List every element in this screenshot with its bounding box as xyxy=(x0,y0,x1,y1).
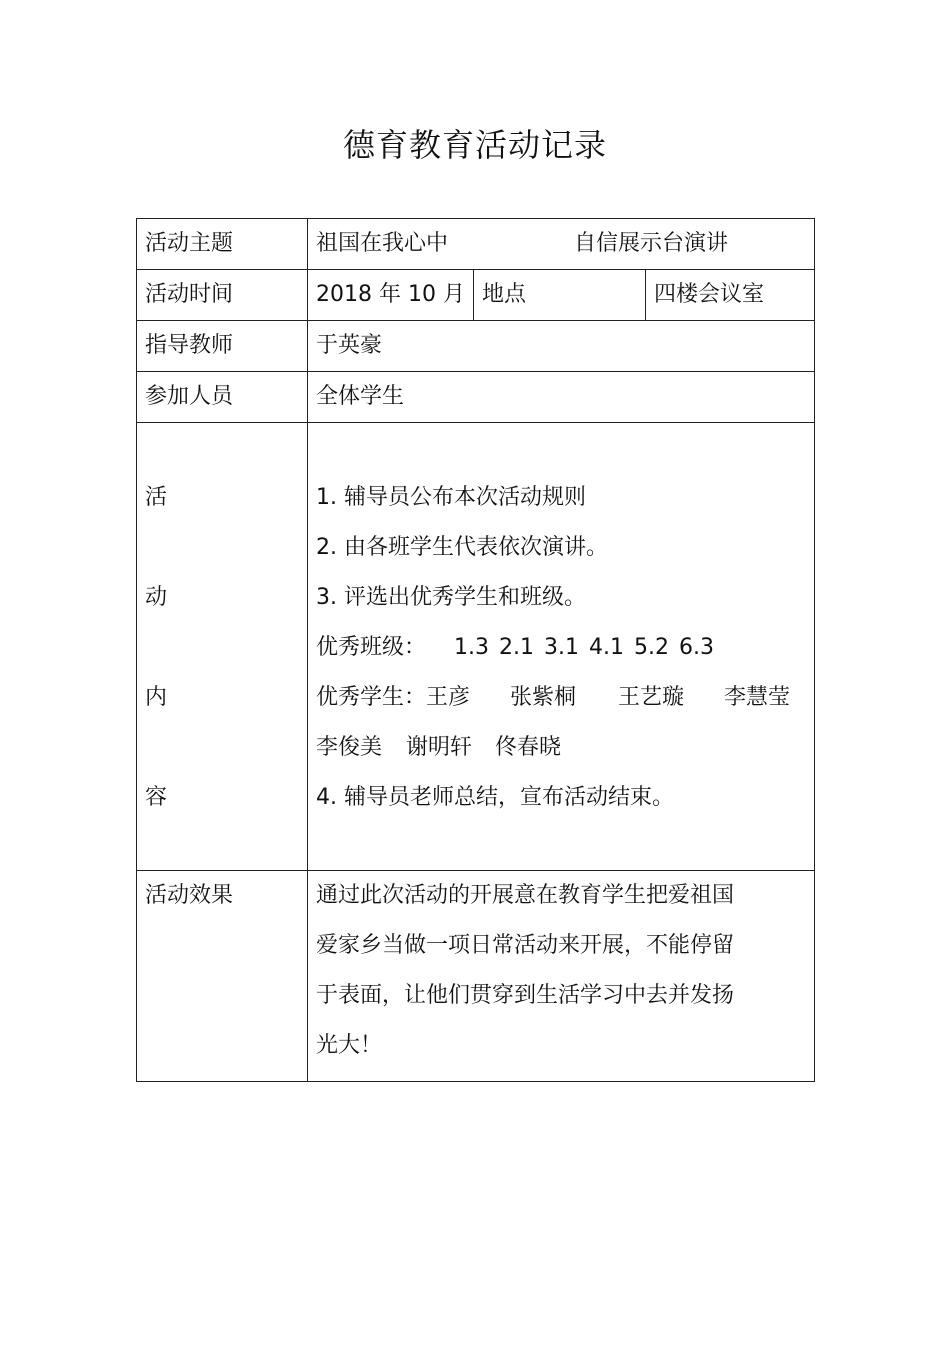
class-number: 6.3 xyxy=(679,635,715,660)
activity-record-table xyxy=(136,218,815,1082)
content-label-char: 动 xyxy=(145,585,168,610)
topic-label: 活动主题 xyxy=(137,219,308,270)
student-name: 李慧莹 xyxy=(724,685,791,710)
excellent-class-label: 优秀班级： xyxy=(316,635,427,660)
student-name: 李俊美 xyxy=(316,735,383,760)
time-row xyxy=(137,270,815,321)
topic-value-sub: 自信展示台演讲 xyxy=(574,231,729,256)
content-label xyxy=(137,423,308,871)
effect-line: 于表面，让他们贯穿到生活学习中去并发扬 xyxy=(316,983,735,1008)
content-label-char: 内 xyxy=(145,685,168,710)
class-number: 5.2 xyxy=(634,635,670,660)
effect-line: 光大！ xyxy=(316,1033,383,1058)
excellent-classes-line xyxy=(316,633,806,683)
excellent-students-line xyxy=(316,683,806,733)
content-line: 4. 辅导员老师总结，宣布活动结束。 xyxy=(316,785,674,810)
excellent-students-line xyxy=(316,733,806,783)
teacher-value: 于英豪 xyxy=(308,321,815,372)
participants-row xyxy=(137,372,815,423)
effect-line: 通过此次活动的开展意在教育学生把爱祖国 xyxy=(316,883,735,908)
content-value xyxy=(308,423,815,871)
effect-row xyxy=(137,871,815,1082)
class-number: 1.3 xyxy=(454,635,490,660)
participants-value: 全体学生 xyxy=(308,372,815,423)
class-number: 2.1 xyxy=(499,635,535,660)
time-value: 2018 年 10 月 xyxy=(308,270,474,321)
time-label: 活动时间 xyxy=(137,270,308,321)
place-label: 地点 xyxy=(474,270,646,321)
class-number: 3.1 xyxy=(544,635,580,660)
place-value: 四楼会议室 xyxy=(646,270,815,321)
document-title: 德育教育活动记录 xyxy=(342,126,607,164)
effect-line: 爱家乡当做一项日常活动来开展，不能停留 xyxy=(316,933,735,958)
content-line: 2. 由各班学生代表依次演讲。 xyxy=(316,535,608,560)
topic-value-main: 祖国在我心中 xyxy=(316,231,449,256)
effect-label: 活动效果 xyxy=(137,871,308,1082)
student-name: 张紫桐 xyxy=(510,685,577,710)
topic-value xyxy=(308,219,815,270)
content-label-char: 容 xyxy=(145,785,168,810)
participants-label: 参加人员 xyxy=(137,372,308,423)
teacher-row xyxy=(137,321,815,372)
teacher-label: 指导教师 xyxy=(137,321,308,372)
student-name: 谢明轩 xyxy=(406,735,473,760)
content-line: 3. 评选出优秀学生和班级。 xyxy=(316,585,586,610)
content-line: 1. 辅导员公布本次活动规则 xyxy=(316,485,586,510)
class-number: 4.1 xyxy=(589,635,625,660)
content-label-char: 活 xyxy=(145,485,168,510)
topic-row xyxy=(137,219,815,270)
student-name: 佟春晓 xyxy=(495,735,562,760)
effect-value xyxy=(308,871,815,1082)
excellent-student-label: 优秀学生： xyxy=(316,685,427,710)
student-name: 王艺璇 xyxy=(618,685,685,710)
student-name: 王彦 xyxy=(426,685,471,710)
content-row xyxy=(137,423,815,871)
